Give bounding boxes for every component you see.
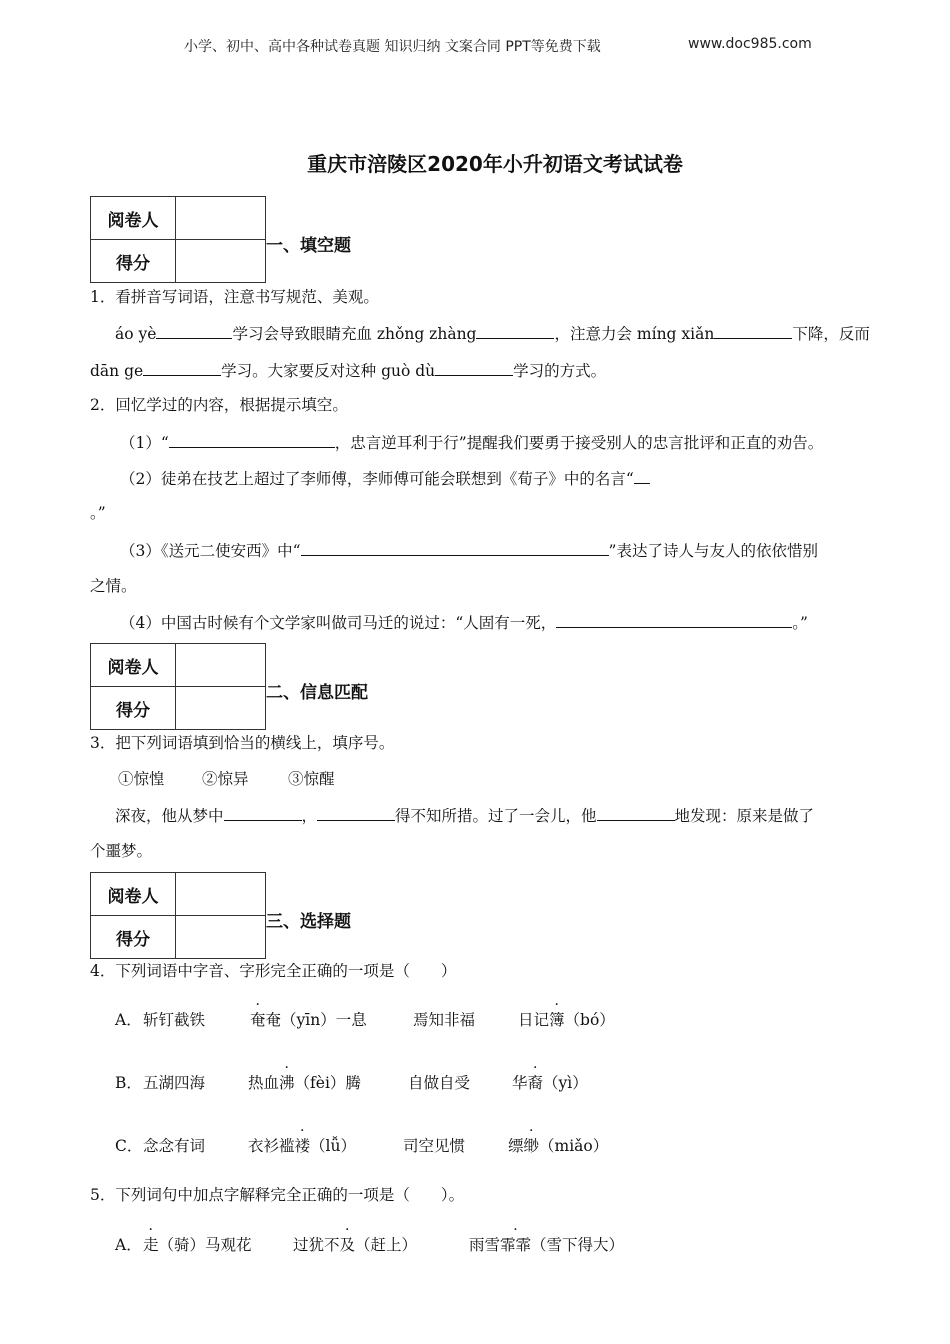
answer-blank[interactable] [156, 322, 232, 339]
q3-option-2: ②惊异 [202, 770, 249, 788]
q5-text: 雨雪 [469, 1236, 501, 1254]
q4-b-word3: 自做自受 [408, 1074, 471, 1092]
q5-text: （雪下得大） [531, 1236, 625, 1254]
dotted-char: 簿 [549, 1011, 565, 1029]
score-label: 得分 [91, 240, 176, 282]
header-site-link[interactable]: www.doc985.com [688, 36, 812, 52]
q4-text: 缥 [508, 1137, 524, 1155]
q3-sentence-end: 个噩梦。 [90, 842, 153, 860]
q4-text: （bó） [564, 1011, 615, 1029]
q1-text: ，注意力会 míng xiǎn [554, 325, 715, 343]
q1-text: 学习会导致眼睛充血 zhǒng zhàng [232, 325, 477, 343]
q2-text: （1）“ [120, 434, 169, 452]
section-heading-matching: 二、信息匹配 [266, 683, 368, 703]
q2-text: ”表达了诗人与友人的依依惜别 [608, 542, 818, 560]
q3-stem: 3．把下列词语填到恰当的横线上，填序号。 [90, 734, 395, 752]
q3-option-3: ③惊醒 [288, 770, 335, 788]
answer-blank[interactable] [435, 359, 513, 376]
page-title: 重庆市涪陵区2020年小升初语文考试试卷 [307, 152, 683, 176]
reviewer-label: 阅卷人 [91, 197, 176, 239]
reviewer-cell[interactable] [176, 873, 265, 915]
pinyin-dange: dān ge [90, 362, 144, 380]
q3-option-1: ①惊惶 [118, 770, 165, 788]
answer-blank[interactable] [597, 804, 675, 821]
q3-text: 深夜，他从梦中 [115, 807, 224, 825]
score-label: 得分 [91, 687, 176, 729]
q4-c-word4 [508, 1136, 608, 1156]
answer-blank[interactable] [556, 611, 792, 628]
q2-part2-end: 。” [90, 504, 106, 522]
q2-text: 。” [792, 614, 808, 632]
q4-b-word1: 五湖四海 [143, 1074, 206, 1092]
q4-b-word2 [248, 1073, 361, 1093]
section-heading-choice: 三、选择题 [266, 912, 351, 932]
q3-text: ， [301, 807, 318, 825]
q4-text: 日记 [518, 1011, 550, 1029]
answer-blank[interactable] [301, 539, 609, 556]
q4-a-word1: 斩钉截铁 [143, 1011, 206, 1029]
q4-text: 奄（yīn）一息 [265, 1011, 367, 1029]
reviewer-cell[interactable] [176, 197, 265, 239]
dotted-char: 走 [143, 1236, 159, 1254]
q4-text: （miǎo） [539, 1137, 609, 1155]
q4-option-c-label[interactable]: C． [115, 1137, 143, 1155]
q4-text: 衣衫褴 [248, 1137, 295, 1155]
reviewer-label: 阅卷人 [91, 873, 176, 915]
answer-blank[interactable] [224, 804, 302, 821]
q2-text: （3）《送元二使安西》中“ [120, 542, 301, 560]
score-cell[interactable] [176, 240, 265, 282]
q5-text: （骑）马观花 [158, 1236, 252, 1254]
answer-blank[interactable] [714, 322, 792, 339]
q3-text: 地发现：原来是做了 [674, 807, 815, 825]
q5-a-word1 [143, 1235, 252, 1255]
score-label: 得分 [91, 916, 176, 958]
dotted-char: 褛 [294, 1137, 311, 1155]
q2-stem: 2．回忆学过的内容，根据提示填空。 [90, 396, 348, 414]
q2-part3-end: 之情。 [90, 577, 137, 595]
q4-option-a-label[interactable]: A． [115, 1011, 142, 1029]
reviewer-cell[interactable] [176, 644, 265, 686]
q1-text: 学习的方式。 [513, 362, 607, 380]
q2-part4 [120, 611, 808, 633]
q4-text: （fèi）腾 [294, 1074, 361, 1092]
grader-table [90, 643, 266, 730]
score-cell[interactable] [176, 916, 265, 958]
q1-line1 [115, 322, 870, 344]
q4-c-word3: 司空见惯 [403, 1137, 466, 1155]
q4-text: 华 [512, 1074, 528, 1092]
dotted-char: 缈 [523, 1137, 540, 1155]
q1-line2 [90, 359, 606, 381]
q2-text: （4）中国古时候有个文学家叫做司马迁的说过：“人固有一死， [120, 614, 557, 632]
q1-text: 下降，反而 [792, 325, 870, 343]
dotted-char: 霏霏 [500, 1236, 532, 1254]
grader-table [90, 196, 266, 283]
q4-text: （lǚ） [310, 1137, 356, 1155]
q4-text: （yì） [543, 1074, 588, 1092]
q5-option-a-label[interactable]: A． [115, 1236, 142, 1254]
q1-stem: 1．看拼音写词语，注意书写规范、美观。 [90, 288, 379, 306]
q4-stem: 4．下列词语中字音、字形完全正确的一项是（ ） [90, 962, 457, 980]
dotted-char: 裔 [527, 1074, 544, 1092]
q1-text: 学习。大家要反对这种 guò dù [221, 362, 436, 380]
q5-a-word3 [469, 1235, 624, 1255]
pinyin-aoye: áo yè [115, 325, 157, 343]
dotted-char: 及 [339, 1236, 356, 1254]
q2-text: ，忠言逆耳利于行”提醒我们要勇于接受别人的忠言批评和正直的劝告。 [334, 434, 824, 452]
q4-a-word3: 焉知非福 [413, 1011, 476, 1029]
answer-blank[interactable] [169, 431, 335, 448]
section-heading-fill-blank: 一、填空题 [266, 236, 351, 256]
grader-table [90, 872, 266, 959]
q2-part2 [120, 467, 650, 489]
q4-option-b-label[interactable]: B． [115, 1074, 142, 1092]
q4-text: 热血 [248, 1074, 280, 1092]
q5-a-word2 [293, 1235, 417, 1255]
header-banner-text: 小学、初中、高中各种试卷真题 知识归纳 文案合同 PPT等免费下载 [184, 39, 601, 55]
answer-blank[interactable] [143, 359, 221, 376]
q4-b-word4 [512, 1073, 588, 1093]
q3-text: 得不知所措。过了一会儿，他 [395, 807, 597, 825]
answer-blank[interactable] [634, 467, 650, 484]
dotted-char: 奄 [250, 1011, 266, 1029]
dotted-char: 沸 [279, 1074, 295, 1092]
reviewer-label: 阅卷人 [91, 644, 176, 686]
q4-c-word1: 念念有词 [143, 1137, 206, 1155]
answer-blank[interactable] [317, 804, 395, 821]
q4-c-word2 [248, 1136, 356, 1156]
q5-text: 过犹不 [293, 1236, 340, 1254]
score-cell[interactable] [176, 687, 265, 729]
q5-text: （赶上） [355, 1236, 418, 1254]
q4-a-word4 [518, 1010, 615, 1030]
q2-part3 [120, 539, 818, 561]
q2-part1 [120, 431, 823, 453]
q2-text: （2）徒弟在技艺上超过了李师傅，李师傅可能会联想到《荀子》中的名言“ [120, 470, 634, 488]
q4-a-word2 [250, 1010, 367, 1030]
q3-sentence [115, 804, 814, 826]
answer-blank[interactable] [476, 322, 554, 339]
q5-stem: 5．下列词句中加点字解释完全正确的一项是（ ）。 [90, 1186, 465, 1204]
